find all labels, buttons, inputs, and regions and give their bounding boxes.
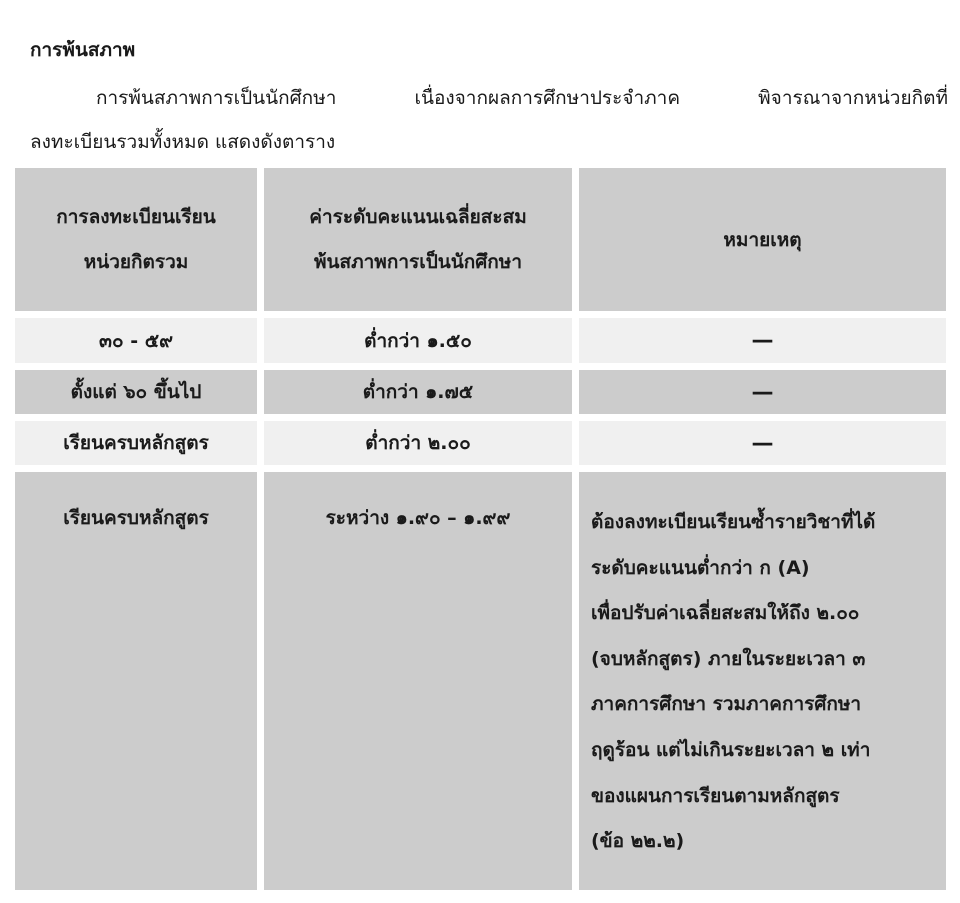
row-2-note-dash: — bbox=[751, 379, 774, 405]
row-2-gpa: ต่ำกว่า ๑.๗๕ bbox=[264, 370, 572, 414]
paragraph-part-1: การพ้นสภาพการเป็นนักศึกษา bbox=[96, 87, 337, 109]
row-4-note bbox=[579, 472, 946, 890]
row-1-credits: ๓๐ - ๕๙ bbox=[15, 318, 257, 363]
paragraph-line-2: ลงทะเบียนรวมทั้งหมด แสดงดังตาราง bbox=[30, 131, 336, 153]
header-note-label: หมายเหตุ bbox=[723, 228, 802, 251]
row-1-note-dash: — bbox=[751, 328, 774, 353]
note-line: ระดับคะแนนต่ำกว่า ก (A) bbox=[591, 556, 810, 579]
row-1-gpa: ต่ำกว่า ๑.๕๐ bbox=[264, 318, 572, 363]
row-2-credits: ตั้งแต่ ๖๐ ขึ้นไป bbox=[15, 370, 257, 414]
header-note bbox=[579, 168, 946, 311]
section-heading: การพ้นสภาพ bbox=[30, 39, 136, 61]
note-line: ต้องลงทะเบียนเรียนซ้ำรายวิชาที่ได้ bbox=[591, 511, 876, 533]
paragraph-part-3: พิจารณาจากหน่วยกิตที่ bbox=[758, 87, 948, 109]
header-credits-line-1: การลงทะเบียนเรียน bbox=[56, 205, 216, 228]
row-3-credits: เรียนครบหลักสูตร bbox=[15, 421, 257, 465]
row-4-note-text bbox=[591, 500, 875, 865]
row-2-note bbox=[579, 370, 946, 414]
header-gpa-line-1: ค่าระดับคะแนนเฉลี่ยสะสม bbox=[309, 205, 527, 228]
header-credits-line-2: หน่วยกิตรวม bbox=[83, 250, 189, 273]
row-4-credits bbox=[15, 472, 257, 890]
note-line: เพื่อปรับค่าเฉลี่ยสะสมให้ถึง ๒.๐๐ bbox=[591, 602, 860, 625]
note-line: (ข้อ ๒๒.๒) bbox=[591, 830, 685, 853]
row-4-gpa-text: ระหว่าง ๑.๙๐ – ๑.๙๙ bbox=[325, 507, 511, 529]
row-4-credits-text: เรียนครบหลักสูตร bbox=[63, 507, 209, 529]
row-3-gpa: ต่ำกว่า ๒.๐๐ bbox=[264, 421, 572, 465]
header-gpa-line-2: พ้นสภาพการเป็นนักศึกษา bbox=[314, 250, 522, 273]
row-1-note bbox=[579, 318, 946, 363]
note-line: ฤดูร้อน แต่ไม่เกินระยะเวลา ๒ เท่า bbox=[591, 738, 871, 761]
row-3-note-dash: — bbox=[751, 430, 774, 456]
header-gpa bbox=[264, 168, 572, 311]
note-line: ของแผนการเรียนตามหลักสูตร bbox=[591, 784, 840, 807]
header-credits bbox=[15, 168, 257, 311]
paragraph-part-2: เนื่องจากผลการศึกษาประจำภาค bbox=[414, 87, 681, 109]
row-4-gpa bbox=[264, 472, 572, 890]
note-line: ภาคการศึกษา รวมภาคการศึกษา bbox=[591, 693, 862, 716]
note-line: (จบหลักสูตร) ภายในระยะเวลา ๓ bbox=[591, 647, 866, 670]
paragraph-line-1 bbox=[30, 84, 948, 112]
row-3-note bbox=[579, 421, 946, 465]
